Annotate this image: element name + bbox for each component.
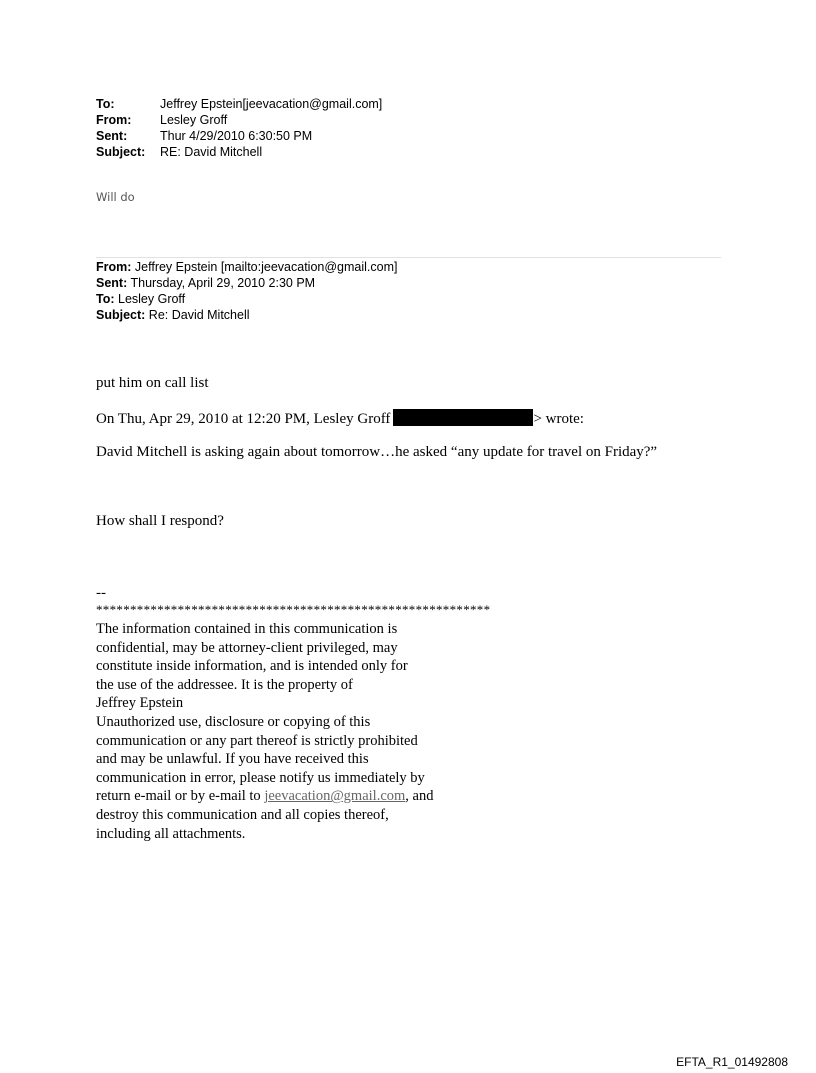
disclaimer-line: including all attachments. <box>96 825 246 842</box>
body-line-call-list: put him on call list <box>96 375 209 391</box>
on-wrote-prefix: On Thu, Apr 29, 2010 at 12:20 PM, Lesley Groff <box>96 411 391 427</box>
disclaimer-email-link[interactable]: jeevacation@gmail.com <box>264 788 406 805</box>
disclaimer-line: communication or any part thereof is strictly prohibited <box>96 732 418 749</box>
body-line-respond: How shall I respond? <box>96 513 224 529</box>
disclaimer-line: confidential, may be attorney-client privileged, may <box>96 639 398 656</box>
disclaimer-email-prefix: return e-mail or by e-mail to <box>96 788 265 805</box>
disclaimer-line: destroy this communication and all copies thereof, <box>96 806 389 823</box>
disclaimer-line: Jeffrey Epstein <box>96 695 184 712</box>
disclaimer-line: Unauthorized use, disclosure or copying of this <box>96 713 371 730</box>
header-to-row <box>96 96 382 112</box>
reply-text: Will do <box>96 190 135 204</box>
disclaimer-line: the use of the addressee. It is the property of <box>96 676 353 693</box>
header-subject-row <box>96 144 382 160</box>
quote-divider <box>96 257 721 258</box>
header-to-label: To: <box>96 97 115 111</box>
header-subject-label: Subject: <box>96 145 146 159</box>
body-line-on-wrote <box>96 409 584 428</box>
disclaimer-line: and may be unlawful. If you have received this <box>96 751 369 768</box>
disclaimer-email-suffix: , and <box>405 788 434 805</box>
quoted-subject-value: Re: David Mitchell <box>145 308 250 322</box>
quoted-sent-value: Thursday, April 29, 2010 2:30 PM <box>127 276 316 290</box>
quoted-to-row <box>96 291 397 307</box>
signature-stars: ********************************************************** <box>96 602 491 617</box>
quoted-to-value: Lesley Groff <box>114 292 186 306</box>
disclaimer-line <box>96 787 476 806</box>
header-sent-label: Sent: <box>96 129 128 143</box>
quoted-header <box>96 259 397 323</box>
quoted-from-row <box>96 259 397 275</box>
header-subject-value: RE: David Mitchell <box>160 145 263 159</box>
header-sent-value: Thur 4/29/2010 6:30:50 PM <box>160 129 313 143</box>
disclaimer-line: communication in error, please notify us immediately by <box>96 769 425 786</box>
document-id: EFTA_R1_01492808 <box>676 1055 788 1069</box>
quoted-subject-row <box>96 307 397 323</box>
header-from-value: Lesley Groff <box>160 113 228 127</box>
quoted-sent-row <box>96 275 397 291</box>
signature-dash: -- <box>96 585 106 601</box>
body-line-question: David Mitchell is asking again about tomorrow…he asked “any update for travel on Friday?” <box>96 444 658 460</box>
header-from-label: From: <box>96 113 132 127</box>
on-wrote-suffix: > wrote: <box>533 411 584 427</box>
header-sent-row <box>96 128 382 144</box>
quoted-sent-label: Sent: <box>96 276 128 290</box>
header-to-value: Jeffrey Epstein[jeevacation@gmail.com] <box>160 97 383 111</box>
quoted-from-value: Jeffrey Epstein [mailto:jeevacation@gmail.com] <box>131 260 398 274</box>
quoted-from-label: From: <box>96 260 132 274</box>
quoted-subject-label: Subject: <box>96 308 146 322</box>
quoted-to-label: To: <box>96 292 115 306</box>
confidentiality-disclaimer <box>96 620 476 843</box>
redaction-box <box>393 409 533 426</box>
disclaimer-line: constitute inside information, and is intended only for <box>96 658 408 675</box>
disclaimer-line: The information contained in this communication is <box>96 621 398 637</box>
email-header <box>96 96 382 160</box>
header-from-row <box>96 112 382 128</box>
